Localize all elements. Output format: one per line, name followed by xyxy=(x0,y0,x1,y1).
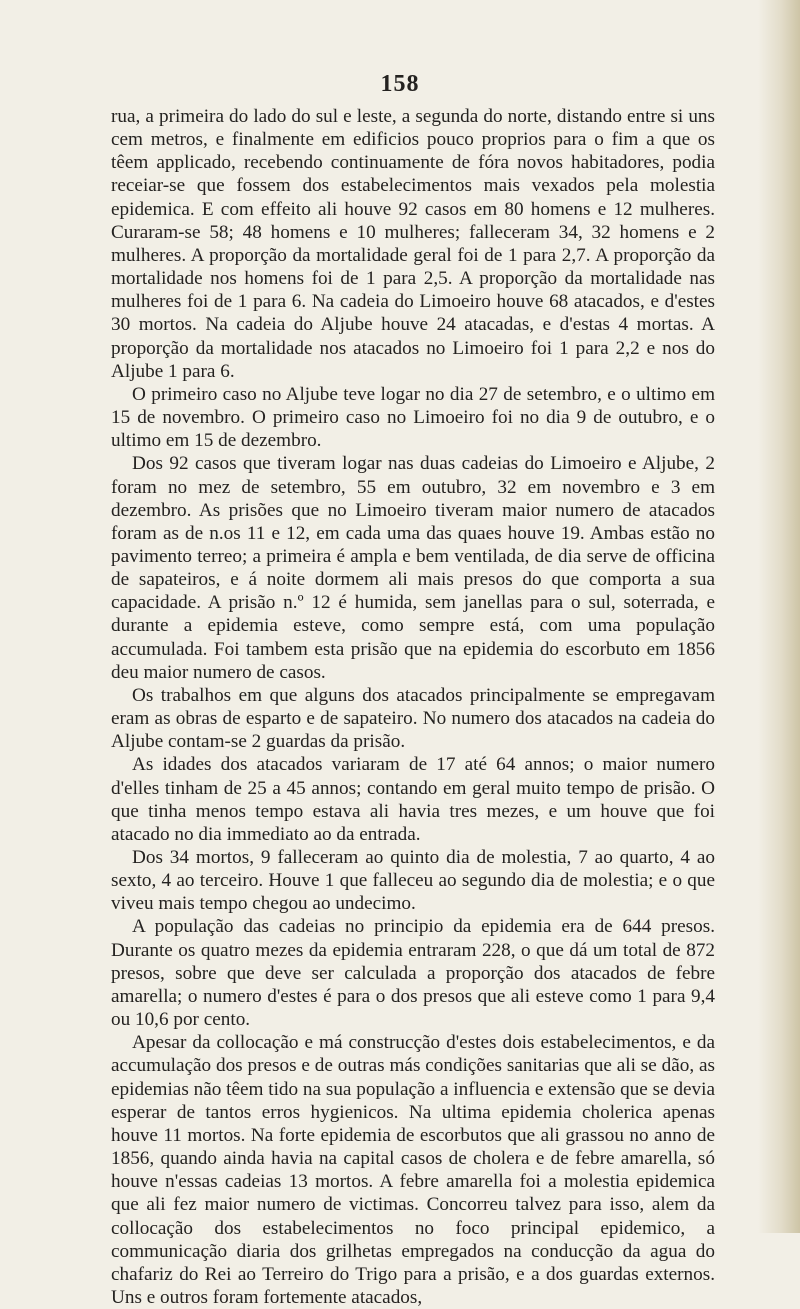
paragraph: A população das cadeias no principio da epidemia era de 644 presos. Durante os quatro mezes da epidemia entraram 228, o que dá um total de 872 presos, sobre que deve ser calculada a proporção dos atacados de febre amarella; o numero d'estes é para o dos presos que ali esteve como 1 para 9,4 ou 10,6 por cento. xyxy=(111,916,715,1031)
body-text xyxy=(111,105,715,1309)
paragraph: rua, a primeira do lado do sul e leste, a segunda do norte, distando entre si uns cem metros, e finalmente em edificios pouco proprios para o fim a que os têem applicado, recebendo continuamente de fóra novos habitadores, podia receiar-se que fossem dos estabelecimentos mais vexados pela molestia epidemica. E com effeito ali houve 92 casos em 80 homens e 12 mulheres. Curaram-se 58; 48 homens e 10 mulheres; falleceram 34, 32 homens e 2 mulheres. A proporção da mortalidade geral foi de 1 para 2,7. A proporção da mortalidade nos homens foi de 1 para 2,5. A proporção da mortalidade nas mulheres foi de 1 para 6. Na cadeia do Limoeiro houve 68 atacados, e d'estes 30 mortos. Na cadeia do Aljube houve 24 atacadas, e d'estas 4 mortas. A proporção da mortalidade nos atacados no Limoeiro foi 1 para 2,2 e nos do Aljube 1 para 6. xyxy=(111,106,715,382)
paragraph: As idades dos atacados variaram de 17 até 64 annos; o maior numero d'elles tinham de 25 a 45 annos; contando em geral muito tempo de prisão. O que tinha menos tempo estava ali havia tres mezes, e um houve que foi atacado no dia immediato ao da entrada. xyxy=(111,754,715,845)
paragraph: Apesar da collocação e má construcção d'estes dois estabelecimentos, e da accumulação dos presos e de outras más condições sanitarias que ali se dão, as epidemias não têem tido na sua população a influencia e extensão que se devia esperar de tantos erros hygienicos. Na ultima epidemia cholerica apenas houve 11 mortos. Na forte epidemia de escorbutos que ali grassou no anno de 1856, quando ainda havia na capital casos de cholera e de febre amarella, só houve n'essas cadeias 13 mortos. A febre amarella foi a molestia epidemica que ali fez maior numero de victimas. Concorreu talvez para isso, alem da collocação dos estabelecimentos no foco principal epidemico, a communicação diaria dos grilhetas empregados na conducção da agua do chafariz do Rei ao Terreiro do Trigo para a prisão, e a dos guardas externos. Uns e outros foram fortemente atacados, xyxy=(111,1032,715,1308)
page-edge-shadow xyxy=(758,0,800,1233)
page-number: 158 xyxy=(380,71,420,97)
paragraph: Dos 34 mortos, 9 falleceram ao quinto dia de molestia, 7 ao quarto, 4 ao sexto, 4 ao terceiro. Houve 1 que falleceu ao segundo dia de molestia; e o que viveu mais tempo chegou ao undecimo. xyxy=(111,847,715,915)
paragraph: Os trabalhos em que alguns dos atacados principalmente se empregavam eram as obras de esparto e de sapateiro. No numero dos atacados na cadeia do Aljube contam-se 2 guardas da prisão. xyxy=(111,684,715,753)
paragraph: O primeiro caso no Aljube teve logar no dia 27 de setembro, e o ultimo em 15 de novembro. O primeiro caso no Limoeiro foi no dia 9 de outubro, e o ultimo em 15 de dezembro. xyxy=(111,383,715,452)
paragraph: Dos 92 casos que tiveram logar nas duas cadeias do Limoeiro e Aljube, 2 foram no mez de setembro, 55 em outubro, 32 em novembro e 3 em dezembro. As prisões que no Limoeiro tiveram maior numero de atacados foram as de n.os 11 e 12, em cada uma das quaes houve 19. Ambas estão no pavimento terreo; a primeira é ampla e bem ventilada, de dia serve de officina de sapateiros, e á noite dormem ali mais presos do que comporta a sua capacidade. A prisão n.º 12 é humida, sem janellas para o sul, soterrada, e durante a epidemia esteve, como sempre está, com uma população accumulada. Foi tambem esta prisão que na epidemia do escorbuto em 1856 deu maior numero de casos. xyxy=(111,453,715,683)
